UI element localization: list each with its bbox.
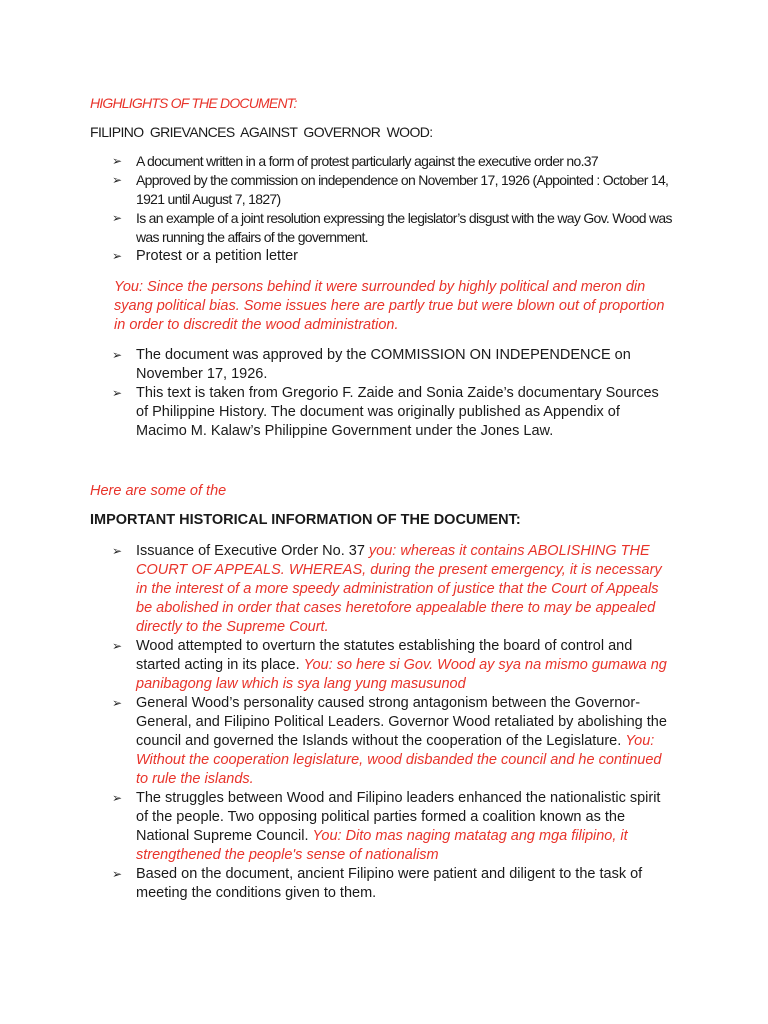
- important-list: [112, 542, 672, 903]
- list-item: [112, 542, 672, 637]
- bullet-text: Protest or a petition letter: [136, 248, 298, 264]
- list-item: [112, 152, 672, 171]
- list-item: [112, 865, 672, 903]
- important-heading: IMPORTANT HISTORICAL INFORMATION OF THE DOCUMENT:: [90, 512, 521, 528]
- list-item: [112, 209, 672, 247]
- highlights-heading: HIGHLIGHTS OF THE DOCUMENT:: [90, 95, 297, 111]
- list-item: [112, 171, 672, 209]
- bullet-text: The document was approved by the COMMISSION ON INDEPENDENCE on November 17, 1926.: [136, 347, 631, 382]
- list-item: [112, 637, 672, 694]
- source-list: [112, 346, 672, 441]
- highlights-list: [112, 152, 672, 266]
- annotation-note: You: Without the cooperation legislature, wood disbanded the council and he continued to rule the islands.: [136, 733, 662, 787]
- bullet-text: The struggles between Wood and Filipino leaders enhanced the nationalistic spirit of the people. Two opposing political parties formed a coalition known as the National Supreme Council.: [136, 790, 661, 844]
- annotation-note: You: so here si Gov. Wood ay sya na mismo gumawa ng panibagong law which is sya lang yung masusunod: [136, 657, 667, 692]
- bullet-text: Based on the document, ancient Filipino were patient and diligent to the task of meeting the conditions given to them.: [136, 866, 643, 901]
- annotation-note: You: Dito mas naging matatag ang mga filipino, it strengthened the people's sense of nationalism: [136, 828, 628, 863]
- intro-text: Here are some of the: [90, 483, 227, 499]
- bullet-text: A document written in a form of protest particularly against the executive order no.37: [136, 153, 598, 169]
- bullet-text: This text is taken from Gregorio F. Zaide and Sonia Zaide’s documentary Sources of Philippine History. The document was originally published as Appendix of Macimo M. Kalaw’s Philippine Government under the Jones Law.: [136, 385, 659, 439]
- bullet-text: Is an example of a joint resolution expressing the legislator’s disgust with the way Gov. Wood was was running the affairs of the government.: [136, 210, 672, 245]
- bullet-text: General Wood’s personality caused strong antagonism between the Governor-General, and Filipino Political Leaders. Governor Wood retaliated by abolishing the council and governed the Islands without the cooperation of the Legislature.: [136, 695, 667, 749]
- list-item: [112, 247, 672, 266]
- annotation-note: you: whereas it contains ABOLISHING THE COURT OF APPEALS. WHEREAS, during the present emergency, it is necessary in the interest of a more speedy administration of justice that the Court of Appeals be abolished in order that cases heretofore appealable there to may be appealed directly to the Supreme Court.: [136, 543, 662, 635]
- grievances-heading: FILIPINO GRIEVANCES AGAINST GOVERNOR WOOD:: [90, 124, 433, 140]
- list-item: [112, 346, 672, 384]
- list-item: [112, 789, 672, 865]
- bullet-text: Approved by the commission on independence on November 17, 1926 (Appointed : October 14, 1921 until August 7, 1827): [136, 172, 669, 207]
- list-item: [112, 694, 672, 789]
- bullet-text: Issuance of Executive Order No. 37: [136, 543, 369, 559]
- annotation-note: You: Since the persons behind it were surrounded by highly political and meron din syang political bias. Some issues here are partly true but were blown out of proportion in order to discredit the wood administration.: [114, 279, 665, 333]
- list-item: [112, 384, 672, 441]
- bullet-text: Wood attempted to overturn the statutes establishing the board of control and started acting in its place.: [136, 638, 633, 673]
